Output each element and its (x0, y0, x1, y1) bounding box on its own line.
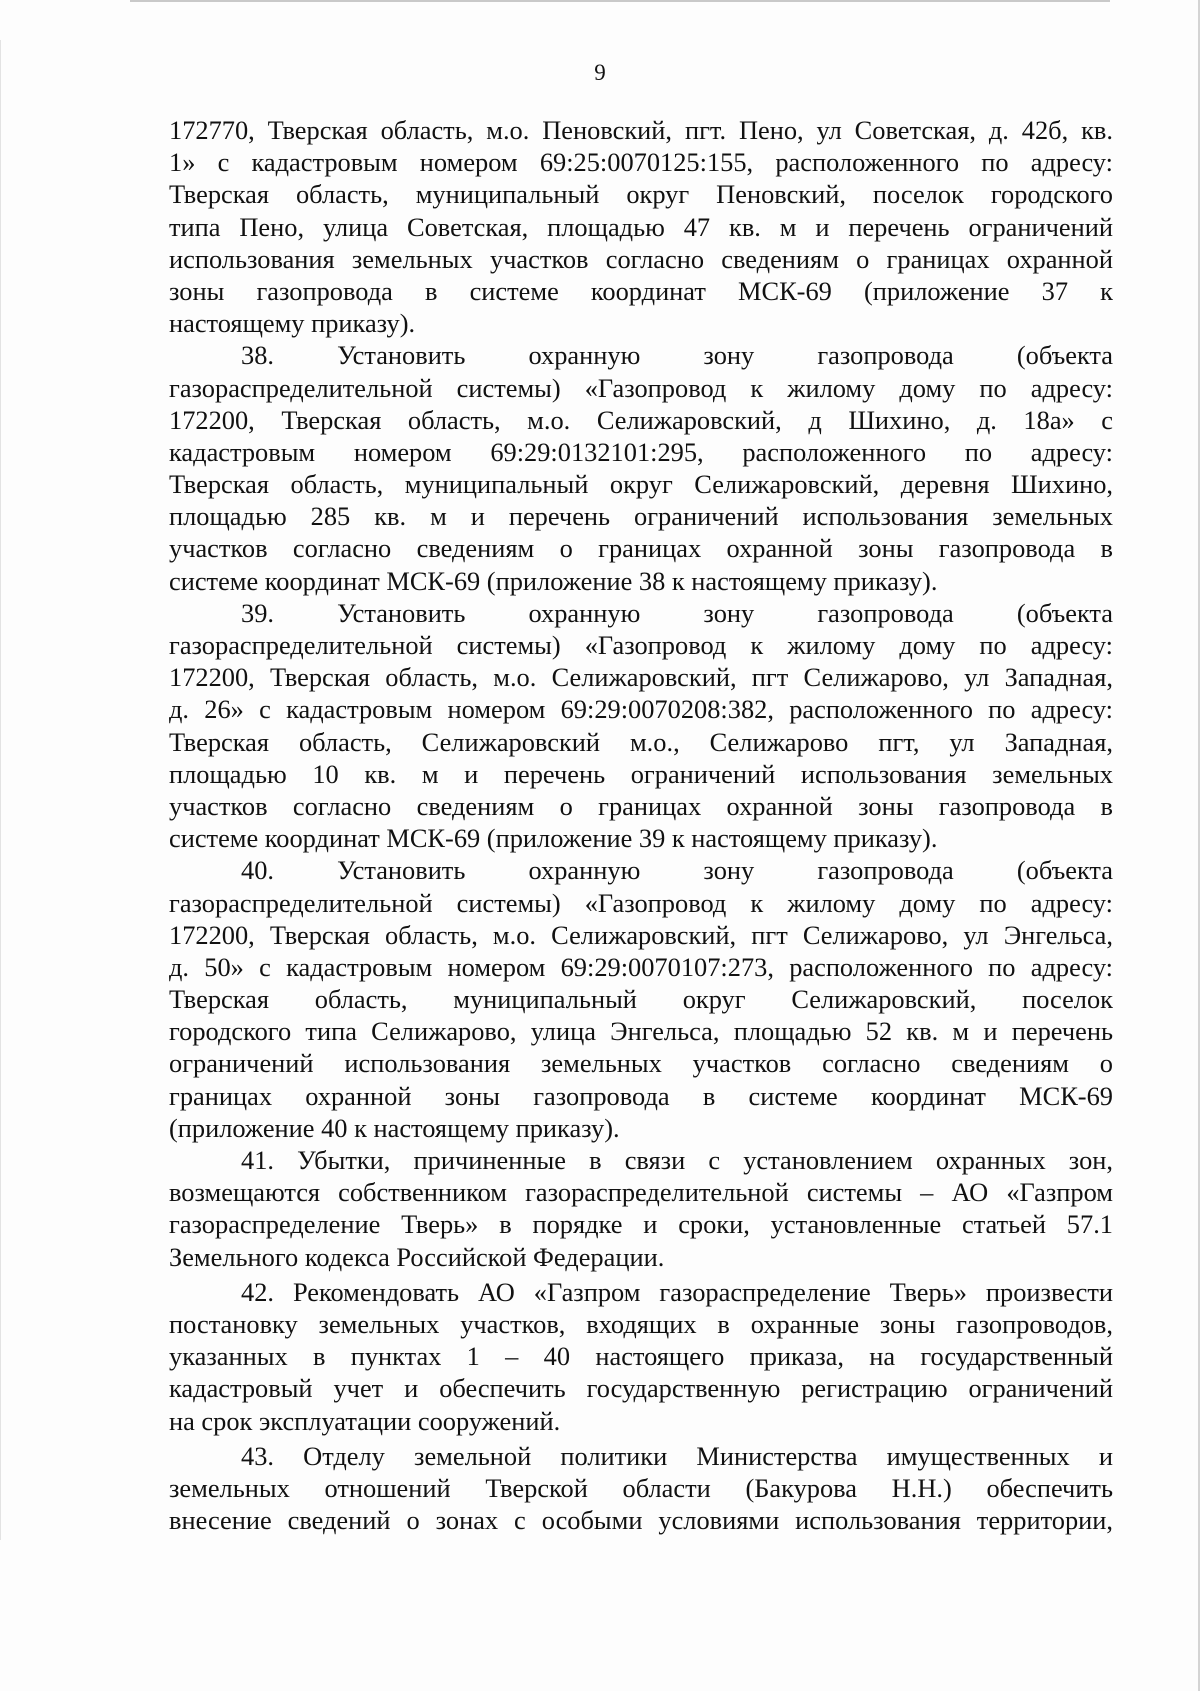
text-line: ограничений использования земельных участков согласно сведениям о (169, 1048, 1113, 1079)
paragraph-p41 (169, 1144, 1113, 1273)
paragraph-p40 (169, 854, 1113, 1144)
text-line: 38. Установить охранную зону газопровода (объекта (241, 340, 1113, 371)
text-line: границах охранной зоны газопровода в системе координат МСК-69 (169, 1080, 1113, 1111)
text-line: 172200, Тверская область, м.о. Селижаровский, пгт Селижарово, ул Энгельса, (169, 919, 1113, 950)
text-line: Тверская область, Селижаровский м.о., Селижарово пгт, ул Западная, (169, 726, 1113, 757)
text-line: 41. Убытки, причиненные в связи с установлением охранных зон, (241, 1145, 1113, 1175)
text-line: земельных отношений Тверской области (Бакурова Н.Н.) обеспечить (169, 1472, 1113, 1503)
text-line: газораспределительной системы) «Газопровод к жилому дому по адресу: (169, 887, 1113, 918)
paragraph-p42 (169, 1276, 1113, 1437)
scan-edge-top (130, 0, 1110, 2)
text-line: 172200, Тверская область, м.о. Селижаровский, пгт Селижарово, ул Западная, (169, 662, 1113, 693)
text-line: газораспределение Тверь» в порядке и сроки, установленные статьей 57.1 (169, 1209, 1113, 1240)
text-line: использования земельных участков согласно сведениям о границах охранной (169, 243, 1113, 274)
text-line: газораспределительной системы) «Газопровод к жилому дому по адресу: (169, 372, 1113, 403)
text-line: площадью 285 кв. м и перечень ограничений использования земельных (169, 501, 1113, 532)
text-line: на срок эксплуатации сооружений. (169, 1405, 561, 1436)
text-line: д. 50» с кадастровым номером 69:29:0070107:273, расположенного по адресу: (169, 951, 1113, 982)
text-line: типа Пено, улица Советская, площадью 47 кв. м и перечень ограничений (169, 211, 1113, 242)
text-line: Тверская область, муниципальный округ Селижаровский, поселок (169, 984, 1113, 1015)
text-line: указанных в пунктах 1 – 40 настоящего приказа, на государственный (169, 1341, 1113, 1372)
text-line: участков согласно сведениям о границах охранной зоны газопровода в (169, 533, 1113, 564)
text-line: городского типа Селижарово, улица Энгельса, площадью 52 кв. м и перечень (169, 1016, 1113, 1047)
text-line: 172770, Тверская область, м.о. Пеновский, пгт. Пено, ул Советская, д. 42б, кв. (169, 115, 1113, 145)
paragraph-p37-tail (169, 114, 1113, 339)
text-line: 42. Рекомендовать АО «Газпром газораспределение Тверь» произвести (241, 1276, 1113, 1307)
page-number: 9 (594, 60, 606, 85)
text-line: (приложение 40 к настоящему приказу). (169, 1112, 620, 1143)
scan-edge-left (0, 40, 1, 1540)
text-line: настоящему приказу). (169, 308, 416, 339)
text-line: внесение сведений о зонах с особыми условиями использования территории, (169, 1505, 1113, 1536)
text-line: системе координат МСК-69 (приложение 39 к настоящему приказу). (169, 823, 938, 854)
text-line: 39. Установить охранную зону газопровода (объекта (241, 597, 1113, 628)
text-line: системе координат МСК-69 (приложение 38 к настоящему приказу). (169, 565, 938, 596)
text-line: кадастровым номером 69:29:0132101:295, расположенного по адресу: (169, 436, 1113, 467)
text-line: Тверская область, муниципальный округ Пеновский, поселок городского (169, 179, 1113, 210)
paragraph-p39 (169, 597, 1113, 855)
text-line: 172200, Тверская область, м.о. Селижаровский, д Шихино, д. 18а» с (169, 404, 1113, 435)
text-line: возмещаются собственником газораспределительной системы – АО «Газпром (169, 1177, 1113, 1208)
text-line: площадью 10 кв. м и перечень ограничений использования земельных (169, 758, 1113, 789)
text-line: Тверская область, муниципальный округ Селижаровский, деревня Шихино, (169, 469, 1113, 500)
text-line: зоны газопровода в системе координат МСК-69 (приложение 37 к (169, 275, 1113, 306)
document-body (169, 114, 1113, 1536)
text-line: газораспределительной системы) «Газопровод к жилому дому по адресу: (169, 630, 1113, 660)
text-line: 40. Установить охранную зону газопровода (объекта (241, 855, 1113, 886)
text-line: д. 26» с кадастровым номером 69:29:0070208:382, расположенного по адресу: (169, 694, 1113, 725)
text-line: участков согласно сведениям о границах охранной зоны газопровода в (169, 790, 1113, 821)
paragraph-p43 (169, 1440, 1113, 1537)
text-line: 43. Отделу земельной политики Министерства имущественных и (241, 1440, 1113, 1471)
text-line: Земельного кодекса Российской Федерации. (169, 1241, 665, 1272)
text-line: постановку земельных участков, входящих в охранные зоны газопроводов, (169, 1308, 1113, 1339)
paragraph-p38 (169, 339, 1113, 597)
text-line: кадастровый учет и обеспечить государственную регистрацию ограничений (169, 1373, 1113, 1404)
text-line: 1» с кадастровым номером 69:25:0070125:155, расположенного по адресу: (169, 147, 1113, 178)
